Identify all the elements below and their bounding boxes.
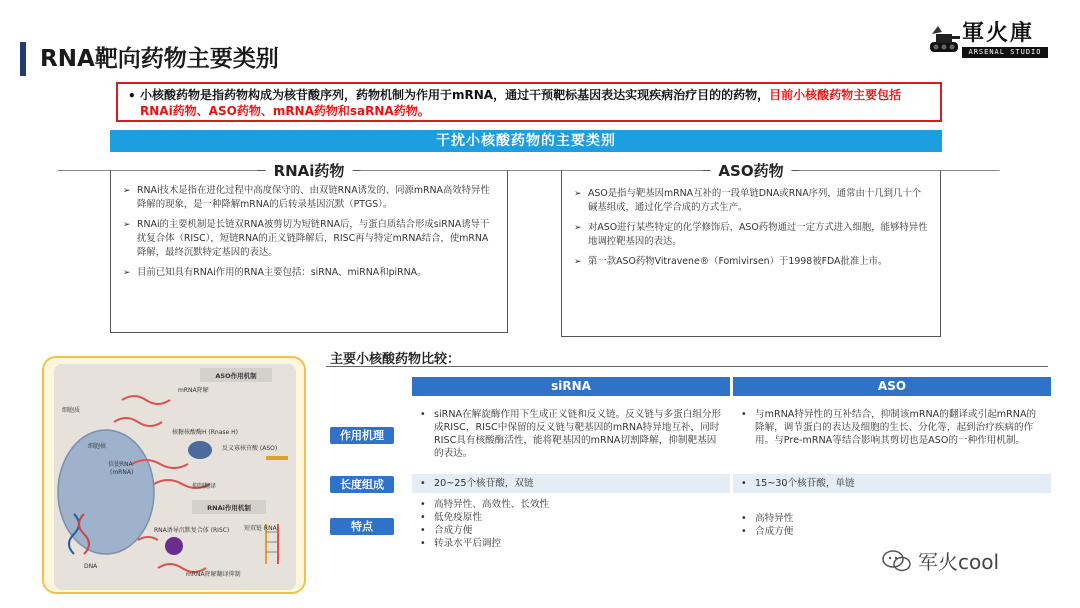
column-header-sirna: siRNA — [412, 377, 730, 396]
intro-box — [116, 82, 942, 122]
watermark — [882, 546, 999, 575]
aso-label: 反义寡核苷酸 (ASO) — [222, 445, 278, 452]
list-item: ➢ RNAi技术是指在进化过程中高度保守的、由双链RNA诱发的、同源mRNA高效特异性降解的现象，是一种降解mRNA的后转录基因沉默（PTGS）。 — [123, 185, 490, 210]
rnase-h-icon — [188, 441, 212, 459]
cell-aso-mechanism: • 与mRNA特异性的互补结合，抑制该mRNA的翻译或引起mRNA的降解，调节蛋白的表达及细胞的生长、分化等，起到治疗疾病的作用。与Pre-mRNA等结合影响其剪切也是ASO的一种作用机制。 — [741, 409, 1037, 446]
intro-text: 小核酸药物是指药物构成为核苷酸序列，药物机制为作用于mRNA，通过干预靶标基因表达实现疾病治疗目的的药物， — [140, 88, 770, 102]
risc-complex-icon — [165, 537, 183, 555]
aso-strand-icon — [266, 456, 288, 460]
arrow-bullet-icon: ➢ — [574, 223, 582, 233]
short-rna-label: 短双链 RNA — [244, 525, 277, 532]
cell-illustration — [54, 364, 296, 590]
logo — [928, 16, 1056, 60]
rnai-panel — [110, 162, 508, 333]
list-item: ➢ 对ASO进行某些特定的化学修饰后，ASO药物通过一定方式进入细胞，能够特异性地调控靶基因的表达。 — [574, 222, 928, 247]
translation-inhibit-label: 抑制翻译 — [192, 483, 217, 490]
mrna-degrade-label: mRNA降解 — [178, 387, 209, 394]
rnase-label: 核糖核酸酶H (Rnase H) — [172, 429, 238, 436]
column-header-aso: ASO — [733, 377, 1051, 396]
list-item: • 转录水平后调控 — [420, 538, 502, 549]
mrna-inhibit-label: mRNA降解翻译抑制 — [186, 571, 241, 578]
tank-logo-icon — [928, 22, 960, 56]
sirna-feature-list — [412, 498, 730, 550]
comparison-divider — [326, 366, 1048, 367]
mrna-label: (mRNA) — [110, 469, 134, 476]
cell-aso-features — [733, 512, 1051, 542]
arrow-bullet-icon: ➢ — [574, 257, 582, 267]
list-item: • 高特异性、高效性、长效性 — [420, 499, 550, 510]
list-item: ➢ RNAi的主要机制是长链双RNA被剪切为短链RNA后，与蛋白质结合形成siRNA诱导干扰复合体（RISC），短链RNA的正义链降解后，RISC再与特定mRNA结合，使mRNA降解，最终沉默特定基因的表达。 — [123, 219, 490, 258]
cell-sirna-features — [412, 498, 730, 554]
rnai-panel-title: RNAi药物 — [266, 160, 353, 181]
arrow-bullet-icon: ➢ — [123, 268, 131, 278]
messenger-rna-label: 信使RNA — [108, 461, 133, 468]
dna-label: DNA — [84, 563, 98, 570]
aso-feature-list — [733, 512, 1051, 538]
aso-panel — [561, 162, 941, 337]
cytoplasm-label: 细胞质 — [62, 407, 81, 414]
cell-sirna-length: • 20~25个核苷酸，双链 — [412, 474, 730, 493]
row-label-mechanism: 作用机理 — [330, 427, 394, 444]
bullet: • — [741, 409, 747, 420]
rnai-list — [123, 184, 495, 280]
list-item: ➢ 第一款ASO药物Vitravene®（Fomivirsen）于1998被FDA批准上市。 — [574, 256, 888, 267]
list-item: • 高特异性 — [741, 513, 794, 524]
section-banner: 干扰小核酸药物的主要类别 — [110, 130, 942, 152]
mechanism-diagram — [42, 356, 306, 594]
aso-panel-title: ASO药物 — [710, 160, 791, 181]
row-label-features: 特点 — [330, 518, 394, 535]
cell-diagram-svg — [54, 364, 296, 590]
list-item: • 合成方便 — [741, 526, 794, 537]
row-label-length: 长度组成 — [330, 476, 394, 493]
bullet: • — [741, 478, 747, 489]
cell-aso-length: • 15~30个核苷酸，单链 — [733, 474, 1051, 493]
intro-bullet: • — [128, 89, 136, 103]
risc-label: RNA诱导沉默复合体 (RISC) — [154, 527, 230, 534]
cell-sirna-mechanism: • siRNA在解旋酶作用下生成正义链和反义链。反义链与多蛋白组分形成RISC，RISC中保留的反义链与靶基因的mRNA特异地互补，同时RISC具有核酸酶活性，能将靶基因的mRNA切割降解，抑制靶基因的表达。 — [420, 409, 722, 459]
list-item: • 低免疫原性 — [420, 512, 482, 523]
list-item: • 合成方便 — [420, 525, 473, 536]
rnai-mech-label: RNAi作用机制 — [207, 504, 251, 512]
bullet: • — [420, 478, 426, 489]
aso-mech-label: ASO作用机制 — [215, 372, 257, 380]
arrow-bullet-icon: ➢ — [123, 186, 131, 196]
list-item: ➢ ASO是指与靶基因mRNA互补的一段单链DNA或RNA序列，通常由十几到几十个碱基组成，通过化学合成的方式生产。 — [574, 188, 922, 213]
list-item: ➢ 目前已知具有RNAi作用的RNA主要包括：siRNA、miRNA和piRNA。 — [123, 267, 427, 278]
bullet: • — [420, 409, 426, 420]
aso-list — [574, 187, 928, 269]
arrow-bullet-icon: ➢ — [123, 220, 131, 230]
logo-text: 軍火庫 — [962, 21, 1035, 46]
nucleus-label: 细胞核 — [88, 443, 107, 450]
intro-highlight-text: 目前小核酸药物主要包括RNAi药物、ASO药物、mRNA药物和saRNA药物。 — [140, 88, 902, 118]
arrow-bullet-icon: ➢ — [574, 189, 582, 199]
title-accent-bar — [20, 42, 26, 76]
wechat-icon — [882, 550, 912, 572]
logo-subtext: ARSENAL STUDIO — [962, 47, 1048, 58]
comparison-title: 主要小核酸药物比较： — [330, 352, 461, 367]
watermark-text: 军火cool — [918, 550, 1000, 574]
page-title: RNA靶向药物主要类别 — [40, 46, 279, 72]
